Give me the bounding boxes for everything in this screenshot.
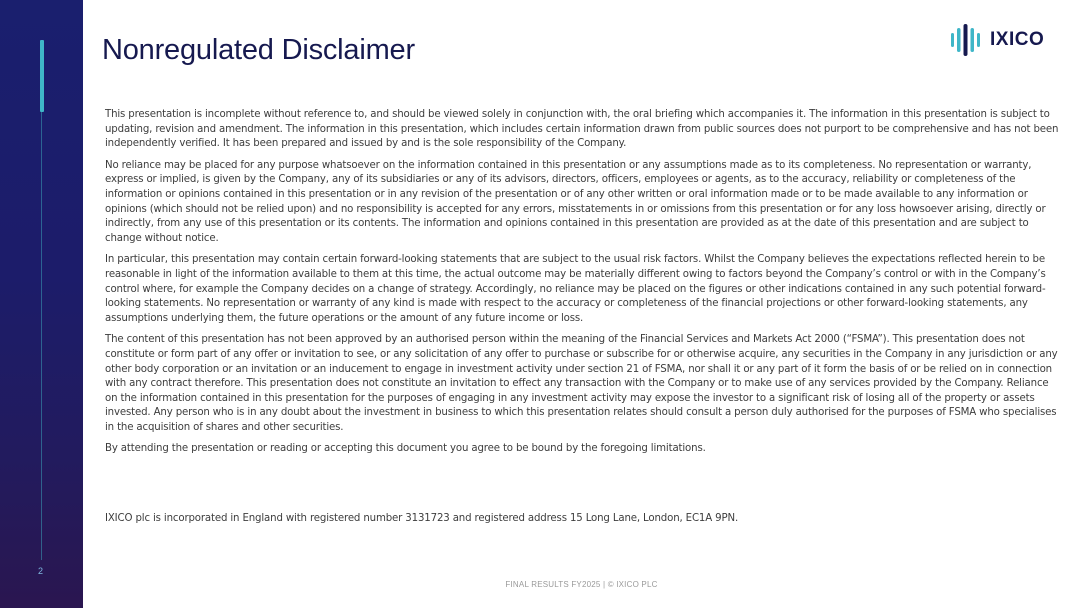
sidebar-accent-bar xyxy=(40,40,44,112)
disclaimer-paragraph: In particular, this presentation may contain certain forward-looking statements that are subject to the usual risk factors. Whilst the Company believes the expectations reflected herein to be reasonable in light of the information available to them at this time, the actual outcome may be materially different owing to factors beyond the Company’s control or with in the Company’s control where, for example the Company decides on a change of strategy. Accordingly, no reliance may be placed on the figures or other indications contained in any such potential forward-looking statements. No representation or warranty of any kind is made with respect to the accuracy or completeness of the financial projections or other forward-looking statements, any assumptions underlying them, the future operations or the amount of any future income or loss. xyxy=(105,254,1046,324)
disclaimer-paragraph: The content of this presentation has not been approved by an authorised person within the meaning of the Financial Services and Markets Act 2000 (“FSMA”). This presentation does not constitute or form part of any offer or invitation to see, or any solicitation of any offer to purchase or subscribe for or otherwise acquire, any securities in the Company in any jurisdiction or any other body corporation or an invitation or an inducement to engage in investment activity under section 21 of FSMA, nor shall it or any part of it form the basis of or be relied on in connection with any contract therefore. This presentation does not constitute an invitation to effect any transaction with the Company or to make use of any services provided by the Company. Reliance on the information contained in this presentation for the purposes of engaging in any investment activity may expose the investor to a significant risk of losing all of the property or assets invested. Any person who is in any doubt about the investment in business to which this presentation relates should consult a person duly authorised for the purposes of FSMA who specialises in the acquisition of shares and other securities. xyxy=(105,334,1058,433)
disclaimer-paragraph: This presentation is incomplete without reference to, and should be viewed solely in conjunction with, the oral briefing which accompanies it. The information in this presentation is subject to updating, revision and amendment. The information in this presentation, which includes certain information drawn from public sources does not purport to be comprehensive and has not been independently verified. It has been prepared and issued by and is the sole responsibility of the Company. xyxy=(105,109,1059,150)
ixico-bars-icon xyxy=(950,24,984,56)
page-title: Nonregulated Disclaimer xyxy=(102,34,415,66)
sidebar-divider-line xyxy=(41,112,42,560)
logo-text: IXICO xyxy=(990,29,1045,50)
ixico-logo xyxy=(950,24,1050,56)
disclaimer-body xyxy=(105,108,1060,464)
disclaimer-paragraph: By attending the presentation or reading or accepting this document you agree to be bound by the foregoing limitations. xyxy=(105,443,706,455)
sidebar xyxy=(0,0,83,608)
registration-statement: IXICO plc is incorporated in England with registered number 3131723 and registered address 15 Long Lane, London, EC1A 9PN. xyxy=(105,513,739,524)
page-number: 2 xyxy=(38,566,44,576)
footer-text: FINAL RESULTS FY2025 | © IXICO PLC xyxy=(505,580,658,589)
disclaimer-paragraph: No reliance may be placed for any purpose whatsoever on the information contained in this presentation or any assumptions made as to its completeness. No representation or warranty, express or implied, is given by the Company, any of its subsidiaries or any of its advisors, directors, officers, employees or agents, as to the accuracy, reliability or completeness of the information or opinions contained in this presentation or in any revision of the presentation or of any other written or oral information made or to be made available to any information or opinions (which should not be relied upon) and no responsibility is accepted for any errors, misstatements in or omissions from this presentation or for any loss howsoever arising, directly or indirectly, from any use of this presentation or its contents. The information and opinions contained in this presentation are provided as at the date of this presentation and are subject to change without notice. xyxy=(105,159,1046,244)
